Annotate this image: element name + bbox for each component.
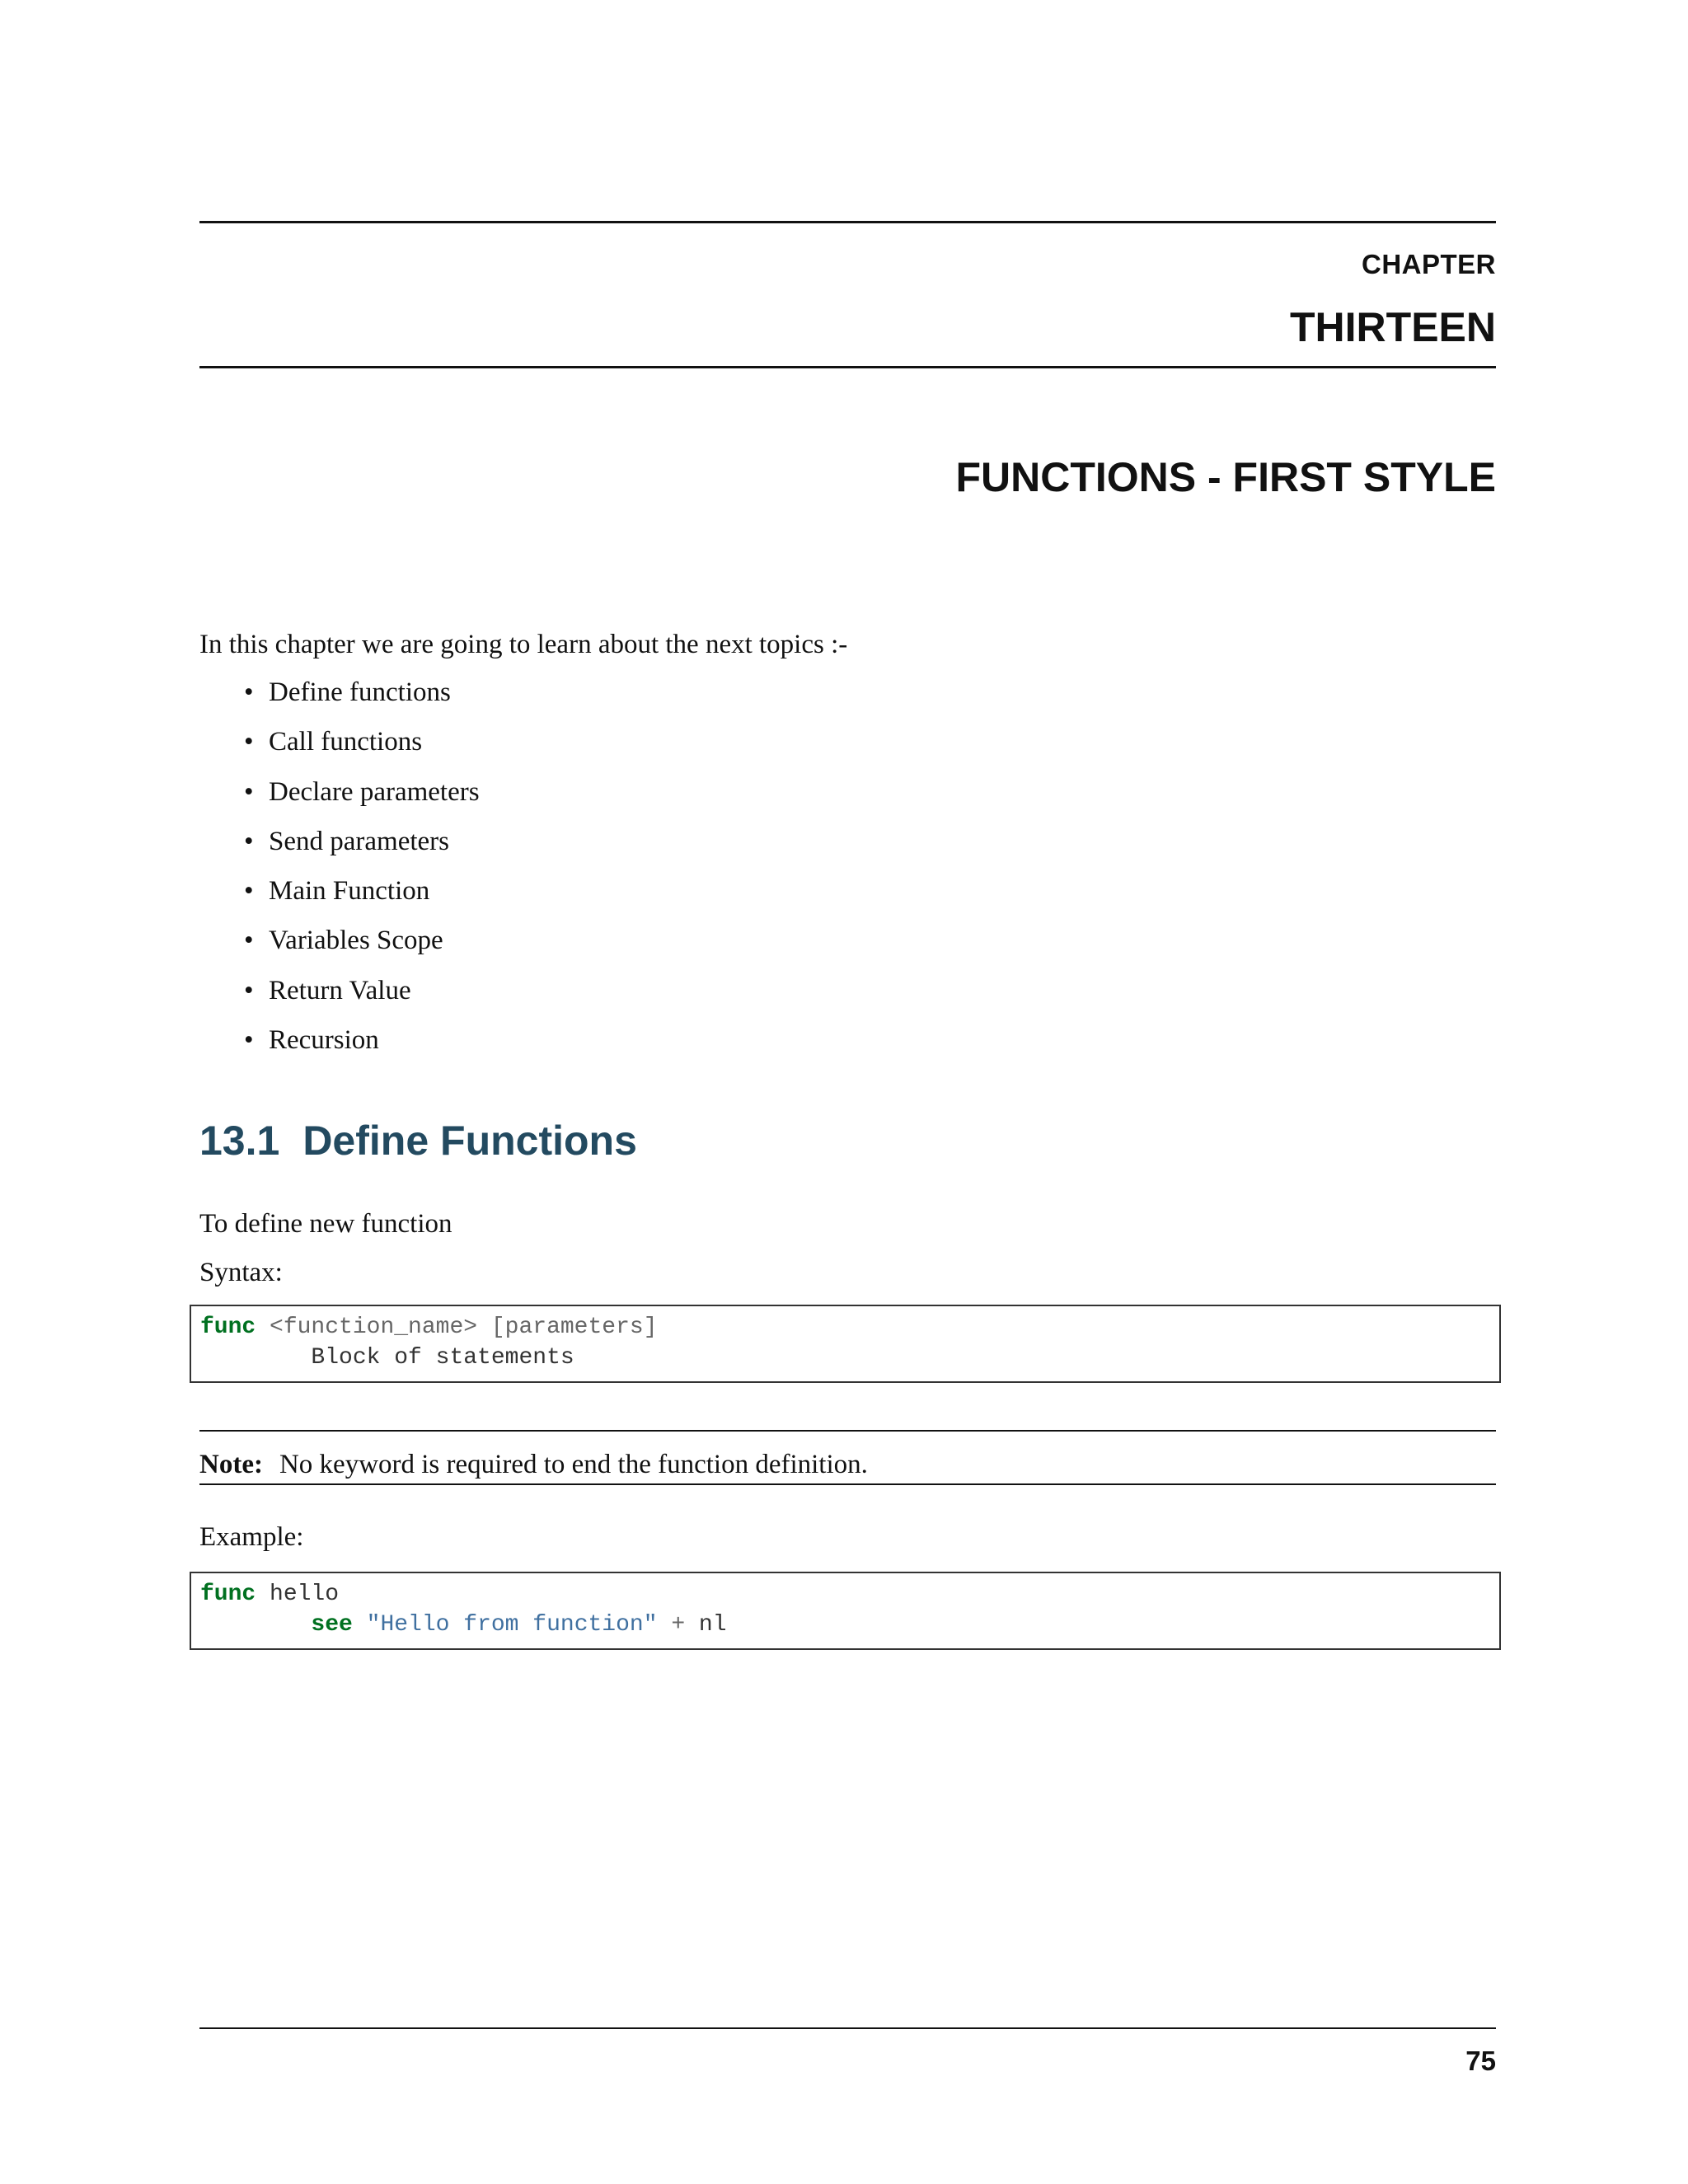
bullet: • xyxy=(244,975,254,1005)
code-keyword: func xyxy=(200,1315,256,1340)
code-string: "Hello from function" xyxy=(352,1612,658,1638)
note-bottom-rule xyxy=(199,1483,1496,1485)
section-heading xyxy=(199,1117,637,1165)
example-code-block xyxy=(190,1572,1501,1650)
code-text: nl xyxy=(685,1612,727,1638)
footer-rule xyxy=(199,2027,1496,2029)
code-indent xyxy=(200,1612,311,1638)
code-line xyxy=(200,1579,1499,1610)
code-text: Block of statements xyxy=(200,1345,574,1371)
bullet: • xyxy=(244,776,254,807)
code-text: hello xyxy=(256,1582,340,1607)
chapter-label: CHAPTER xyxy=(1361,249,1496,279)
section-number: 13.1 xyxy=(199,1118,280,1164)
note-label: Note: xyxy=(199,1450,263,1479)
topic-text: Variables Scope xyxy=(269,926,443,956)
list-item xyxy=(199,1024,480,1073)
code-line xyxy=(200,1610,1499,1640)
intro-paragraph: In this chapter we are going to learn about the next topics :- xyxy=(199,630,848,659)
page-number: 75 xyxy=(1465,2046,1496,2076)
list-item xyxy=(199,676,480,725)
list-item xyxy=(199,974,480,1024)
code-keyword: func xyxy=(200,1582,256,1607)
bullet: • xyxy=(244,876,254,907)
example-label: Example: xyxy=(199,1522,304,1552)
note-text: No keyword is required to end the function definition. xyxy=(279,1450,868,1479)
list-item xyxy=(199,725,480,775)
code-line xyxy=(200,1343,1499,1373)
code-text: <function_name> [parameters] xyxy=(256,1315,658,1340)
section-title-text: Define Functions xyxy=(302,1118,637,1164)
topic-text: Define functions xyxy=(269,677,451,707)
note-top-rule xyxy=(199,1430,1496,1432)
define-paragraph: To define new function xyxy=(199,1209,452,1239)
code-line xyxy=(200,1312,1499,1343)
topic-text: Main Function xyxy=(269,876,430,907)
bullet: • xyxy=(244,1025,254,1056)
syntax-label: Syntax: xyxy=(199,1258,283,1287)
list-item xyxy=(199,776,480,825)
topic-text: Send parameters xyxy=(269,826,449,856)
syntax-code-block xyxy=(190,1305,1501,1383)
topic-text: Declare parameters xyxy=(269,776,480,807)
list-item xyxy=(199,924,480,973)
topic-text: Recursion xyxy=(269,1025,379,1056)
chapter-bottom-rule xyxy=(199,366,1496,368)
bullet: • xyxy=(244,677,254,707)
list-item xyxy=(199,874,480,924)
code-keyword: see xyxy=(311,1612,353,1638)
topic-list xyxy=(199,676,480,1073)
chapter-title: FUNCTIONS - FIRST STYLE xyxy=(955,454,1496,500)
chapter-number: THIRTEEN xyxy=(1290,304,1496,350)
note-box xyxy=(199,1448,868,1481)
bullet: • xyxy=(244,926,254,956)
code-operator: + xyxy=(657,1612,686,1638)
topic-text: Call functions xyxy=(269,727,423,757)
bullet: • xyxy=(244,727,254,757)
topic-text: Return Value xyxy=(269,975,411,1005)
bullet: • xyxy=(244,826,254,856)
list-item xyxy=(199,825,480,874)
chapter-top-rule xyxy=(199,221,1496,223)
